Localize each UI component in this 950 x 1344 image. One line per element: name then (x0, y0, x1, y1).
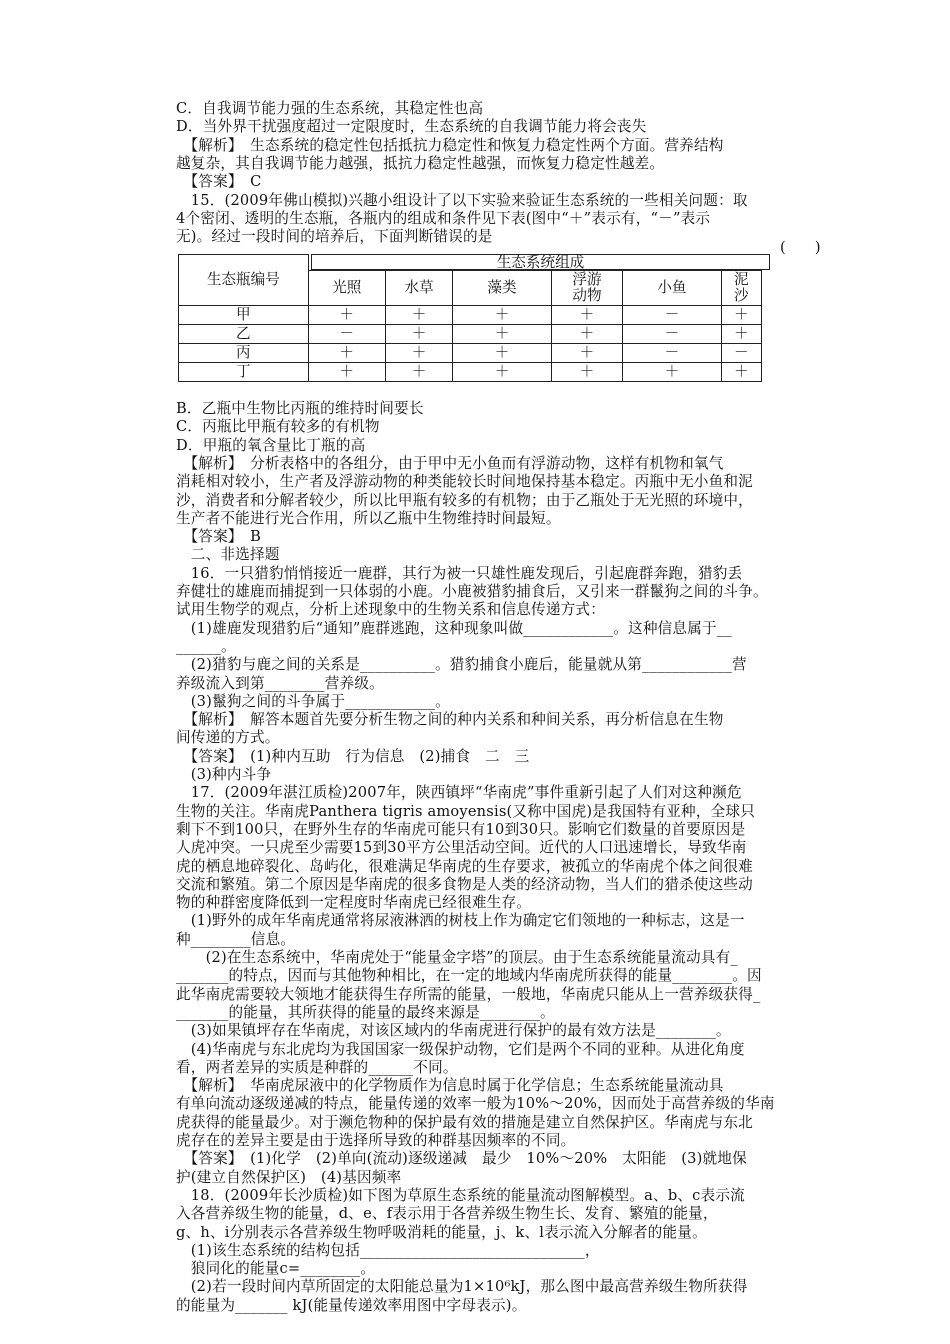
text-line: D．甲瓶的氧含量比丁瓶的高 (176, 436, 366, 454)
table-row (179, 306, 762, 325)
text-line: 此华南虎需要较大领地才能获得生存所需的能量，一般地，华南虎只能从上一营养级获得_ (176, 985, 761, 1003)
table-group-header: 生态系统组成 (311, 254, 770, 270)
text-line: _______的特点，因而与其他物种相比，在一定的地域内华南虎所获得的能量________。因 (176, 967, 762, 985)
table-cell: － (623, 306, 722, 325)
text-line: 有单向流动逐级递减的特点，能量传递的效率一般为10%～20%，因而处于高营养级的华南 (176, 1095, 775, 1113)
table-cell: － (308, 325, 385, 344)
text-line: (3)鬣狗之间的斗争属于____________。 (176, 692, 450, 710)
text-line: 狼同化的能量c=________。 (176, 1260, 376, 1278)
text-line: 【解析】 华南虎尿液中的化学物质作为信息时属于化学信息；生态系统能量流动具 (176, 1077, 724, 1095)
text-line: _______的能量，其所获得的能量的最终来源是________。 (176, 1003, 555, 1021)
text-line: 16．一只猎豹悄悄接近一鹿群，其行为被一只雄性鹿发现后，引起鹿群奔跑，猎豹丢 (176, 564, 743, 582)
table-cell: ＋ (721, 306, 761, 325)
text-line: g、h、i分别表示各营养级生物呼吸消耗的能量，j、k、l表示流入分解者的能量。 (176, 1223, 707, 1241)
text-line: 试用生物学的观点，分析上述现象中的生物关系和信息传递方式： (176, 601, 606, 619)
table-column-header: 水草 (385, 271, 452, 306)
text-line: 18．(2009年长沙质检)如下图为草原生态系统的能量流动图解模型。a、b、c表示流 (176, 1186, 745, 1204)
text-line: 【答案】 (1)化学 (2)单向(流动)逐级递减 最少 10%～20% 太阳能 (3)就地保 (176, 1150, 747, 1168)
text-line: (2)若一段时间内草所固定的太阳能总量为1×10⁶kJ，那么图中最高营养级生物所获得 (176, 1278, 748, 1296)
text-line: 的能量为_______ kJ(能量传递效率用图中字母表示)。 (176, 1296, 527, 1314)
text-line: 入各营养级生物的能量，d、e、f表示用于各营养级生物生长、发育、繁殖的能量， (176, 1205, 718, 1223)
text-line: (4)华南虎与东北虎均为我国国家一级保护动物，它们是两个不同的亚种。从进化角度 (176, 1040, 745, 1058)
text-line: (1)该生态系统的结构包括______________________________， (176, 1241, 600, 1259)
text-line: 【答案】 C (176, 173, 262, 191)
text-line: (1)雄鹿发现猎豹后“通知”鹿群逃跑，这种现象叫做____________。这种信息属于__ (176, 619, 732, 637)
text-line: 间传递的方式。 (176, 729, 280, 747)
text-line: 虎获得的能量最少。对于濒危物种的保护最有效的措施是建立自然保护区。华南虎与东北 (176, 1113, 753, 1131)
text-line: (3)如果镇坪存在华南虎，对该区域内的华南虎进行保护的最有效方法是________。 (176, 1022, 731, 1040)
text-line: 看，两者差异的实质是种群的______不同。 (176, 1058, 458, 1076)
table-column-header: 泥 沙 (721, 271, 761, 306)
table-cell: ＋ (385, 363, 452, 382)
table-cell: ＋ (551, 363, 622, 382)
table-row (179, 363, 762, 382)
text-line: C．自我调节能力强的生态系统，其稳定性也高 (176, 100, 484, 117)
text-line: C．丙瓶比甲瓶有较多的有机物 (176, 418, 380, 436)
table-column-header: 光照 (308, 271, 385, 306)
table-cell: － (721, 344, 761, 363)
text-line: 虎的栖息地碎裂化、岛屿化，很难满足华南虎的生存要求，被孤立的华南虎个体之间很难 (176, 857, 753, 875)
table-cell: ＋ (551, 344, 622, 363)
table-row-name: 乙 (179, 325, 309, 344)
table-column-header: 藻类 (453, 271, 552, 306)
table-cell: ＋ (385, 306, 452, 325)
text-line: 【答案】 B (176, 528, 262, 546)
text-line: 养级流入到第________营养级。 (176, 674, 384, 692)
answer-bracket: ( ) (780, 239, 821, 256)
table-cell: ＋ (721, 325, 761, 344)
text-line: (1)野外的成年华南虎通常将尿液淋洒的树枝上作为确定它们领地的一种标志，这是一 (176, 912, 745, 930)
ecosystem-table (178, 254, 762, 382)
table-row-name: 丙 (179, 344, 309, 363)
table-row (179, 325, 762, 344)
text-line: 15．(2009年佛山模拟)兴趣小组设计了以下实验来验证生态系统的一些相关问题：取 (176, 191, 748, 209)
table-row-header: 生态瓶编号 (179, 255, 309, 306)
text-line: 【答案】 (1)种内互助 行为信息 (2)捕食 二 三 (176, 747, 530, 765)
text-line: 沙，消费者和分解者较少，所以比甲瓶有较多的有机物；由于乙瓶处于无光照的环境中， (176, 491, 753, 509)
text-line: 护(建立自然保护区) (4)基因频率 (176, 1168, 402, 1186)
text-line: 生物的关注。华南虎Panthera tigris amoyensis(又称中国虎)是我国特有亚种，全球只 (176, 802, 756, 820)
text-line: 虎存在的差异主要是由于选择所导致的种群基因频率的不同。 (176, 1132, 576, 1149)
table-cell: ＋ (623, 363, 722, 382)
table-cell: ＋ (551, 325, 622, 344)
table-row-name: 甲 (179, 306, 309, 325)
text-line: 交流和繁殖。第二个原因是华南虎的很多食物是人类的经济动物，当人们的猎杀使这些动 (176, 875, 753, 893)
table-cell: ＋ (721, 363, 761, 382)
text-line: 【解析】 解答本题首先要分析生物之间的种内关系和种间关系，再分析信息在生物 (176, 711, 724, 729)
table-cell: ＋ (453, 325, 552, 344)
text-line: (2)在生态系统中，华南虎处于“能量金字塔”的顶层。由于生态系统能量流动具有_ (176, 949, 738, 966)
text-line: 物的种群密度降低到一定程度时华南虎已经很难生存。 (176, 894, 532, 912)
table-column-header: 小鱼 (623, 271, 722, 306)
table-row-name: 丁 (179, 363, 309, 382)
text-line: 消耗相对较小，生产者及浮游动物的种类能较长时间地保持基本稳定。丙瓶中无小鱼和泥 (176, 473, 753, 491)
text-line: 人虎冲突。一只虎至少需要15到30平方公里活动空间。近代的人口迅速增长，导致华南 (176, 839, 747, 857)
table-column-header: 浮游 动物 (551, 271, 622, 306)
table-cell: ＋ (551, 306, 622, 325)
table-cell: ＋ (308, 306, 385, 325)
text-line: 4个密闭、透明的生态瓶，各瓶内的组成和条件见下表(图中“＋”表示有，“－”表示 (176, 209, 711, 227)
text-line: 越复杂，其自我调节能力越强，抵抗力稳定性越强，而恢复力稳定性越差。 (176, 154, 665, 172)
table-cell: ＋ (385, 344, 452, 363)
text-line: ______。 (176, 637, 236, 655)
table-cell: ＋ (453, 363, 552, 382)
table-cell: － (623, 344, 722, 363)
text-line: 生产者不能进行光合作用，所以乙瓶中生物维持时间最短。 (176, 509, 561, 527)
text-line: D．当外界干扰强度超过一定限度时，生态系统的自我调节能力将会丧失 (176, 118, 647, 136)
table-cell: ＋ (308, 344, 385, 363)
text-line: 二、非选择题 (176, 546, 280, 564)
text-line: 弃健壮的雄鹿而捕捉到一只体弱的小鹿。小鹿被猎豹捕食后，又引来一群鬣狗之间的斗争。 (176, 583, 768, 600)
text-line: B．乙瓶中生物比丙瓶的维持时间要长 (176, 400, 424, 417)
text-line: 【解析】 分析表格中的各组分，由于甲中无小鱼而有浮游动物，这样有机物和氧气 (176, 454, 724, 472)
table-cell: ＋ (453, 344, 552, 363)
text-line: 种________信息。 (176, 930, 296, 948)
table-cell: ＋ (385, 325, 452, 344)
text-line: 无)。经过一段时间的培养后，下面判断错误的是 (176, 228, 493, 246)
table-row (179, 344, 762, 363)
text-line: 【解析】 生态系统的稳定性包括抵抗力稳定性和恢复力稳定性两个方面。营养结构 (176, 136, 724, 154)
text-line: 剩下不到100只，在野外生存的华南虎可能只有10到30只。影响它们数量的首要原因是 (176, 820, 746, 838)
table-cell: － (623, 325, 722, 344)
text-line: 17．(2009年湛江质检)2007年，陕西镇坪“华南虎”事件重新引起了人们对这种濒危 (176, 784, 742, 802)
text-line: (3)种内斗争 (176, 766, 272, 783)
table-cell: ＋ (453, 306, 552, 325)
text-line: (2)猎豹与鹿之间的关系是__________。猎豹捕食小鹿后，能量就从第____________营 (176, 656, 747, 674)
table-cell: ＋ (308, 363, 385, 382)
